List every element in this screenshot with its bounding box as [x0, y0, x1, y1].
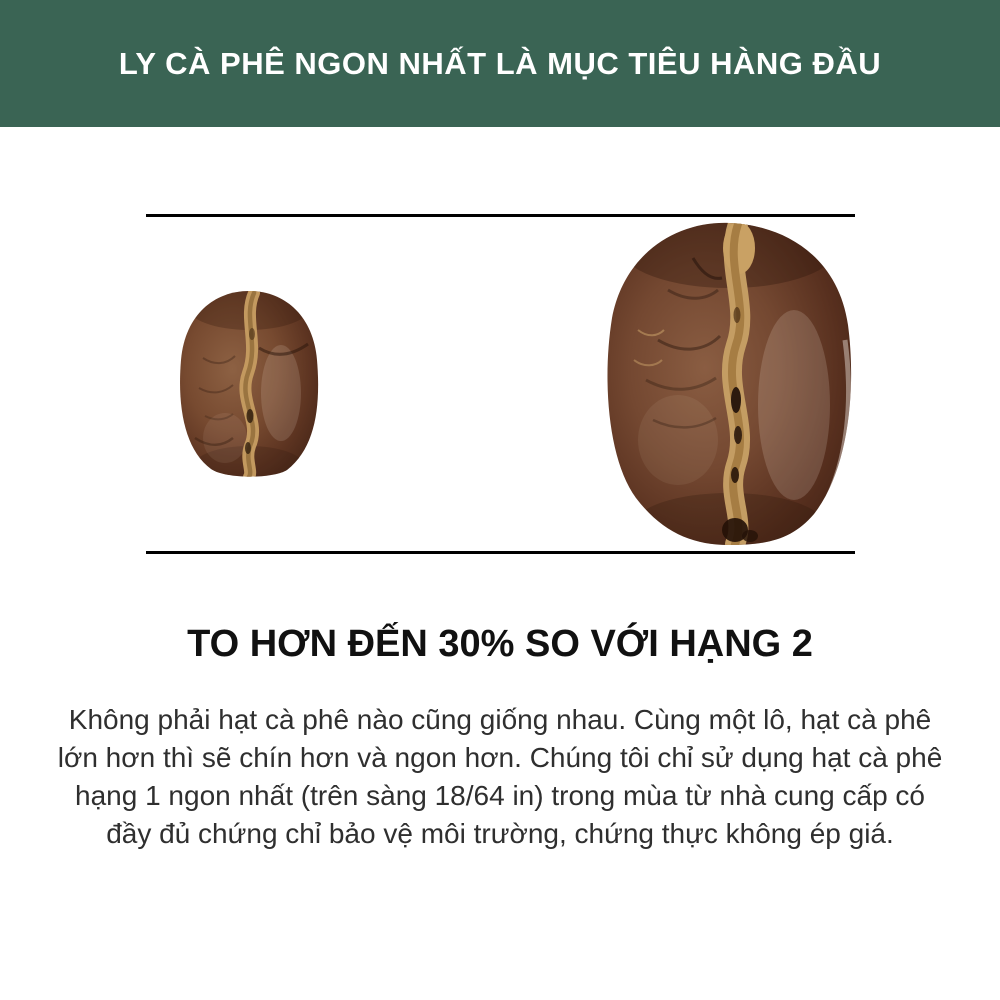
- description-line-3: hạng 1 ngon nhất (trên sàng 18/64 in) trong mùa từ nhà cung cấp có: [75, 780, 925, 811]
- description-line-1: Không phải hạt cà phê nào cũng giống nhau. Cùng một lô, hạt cà phê: [68, 704, 932, 735]
- bottom-divider-line: [146, 551, 855, 554]
- size-claim-heading: TO HƠN ĐẾN 30% SO VỚI HẠNG 2: [187, 623, 813, 665]
- banner-title: LY CÀ PHÊ NGON NHẤT LÀ MỤC TIÊU HÀNG ĐẦU: [118, 45, 882, 81]
- small-coffee-bean-image: [175, 288, 323, 480]
- description-paragraph: [0, 701, 1000, 853]
- top-divider-line: [146, 214, 855, 217]
- description-line-4: đầy đủ chứng chỉ bảo vệ môi trường, chứng thực không ép giá.: [106, 818, 894, 849]
- large-coffee-bean-image: [598, 220, 860, 548]
- description-line-2: lớn hơn thì sẽ chín hơn và ngon hơn. Chúng tôi chỉ sử dụng hạt cà phê: [57, 742, 943, 773]
